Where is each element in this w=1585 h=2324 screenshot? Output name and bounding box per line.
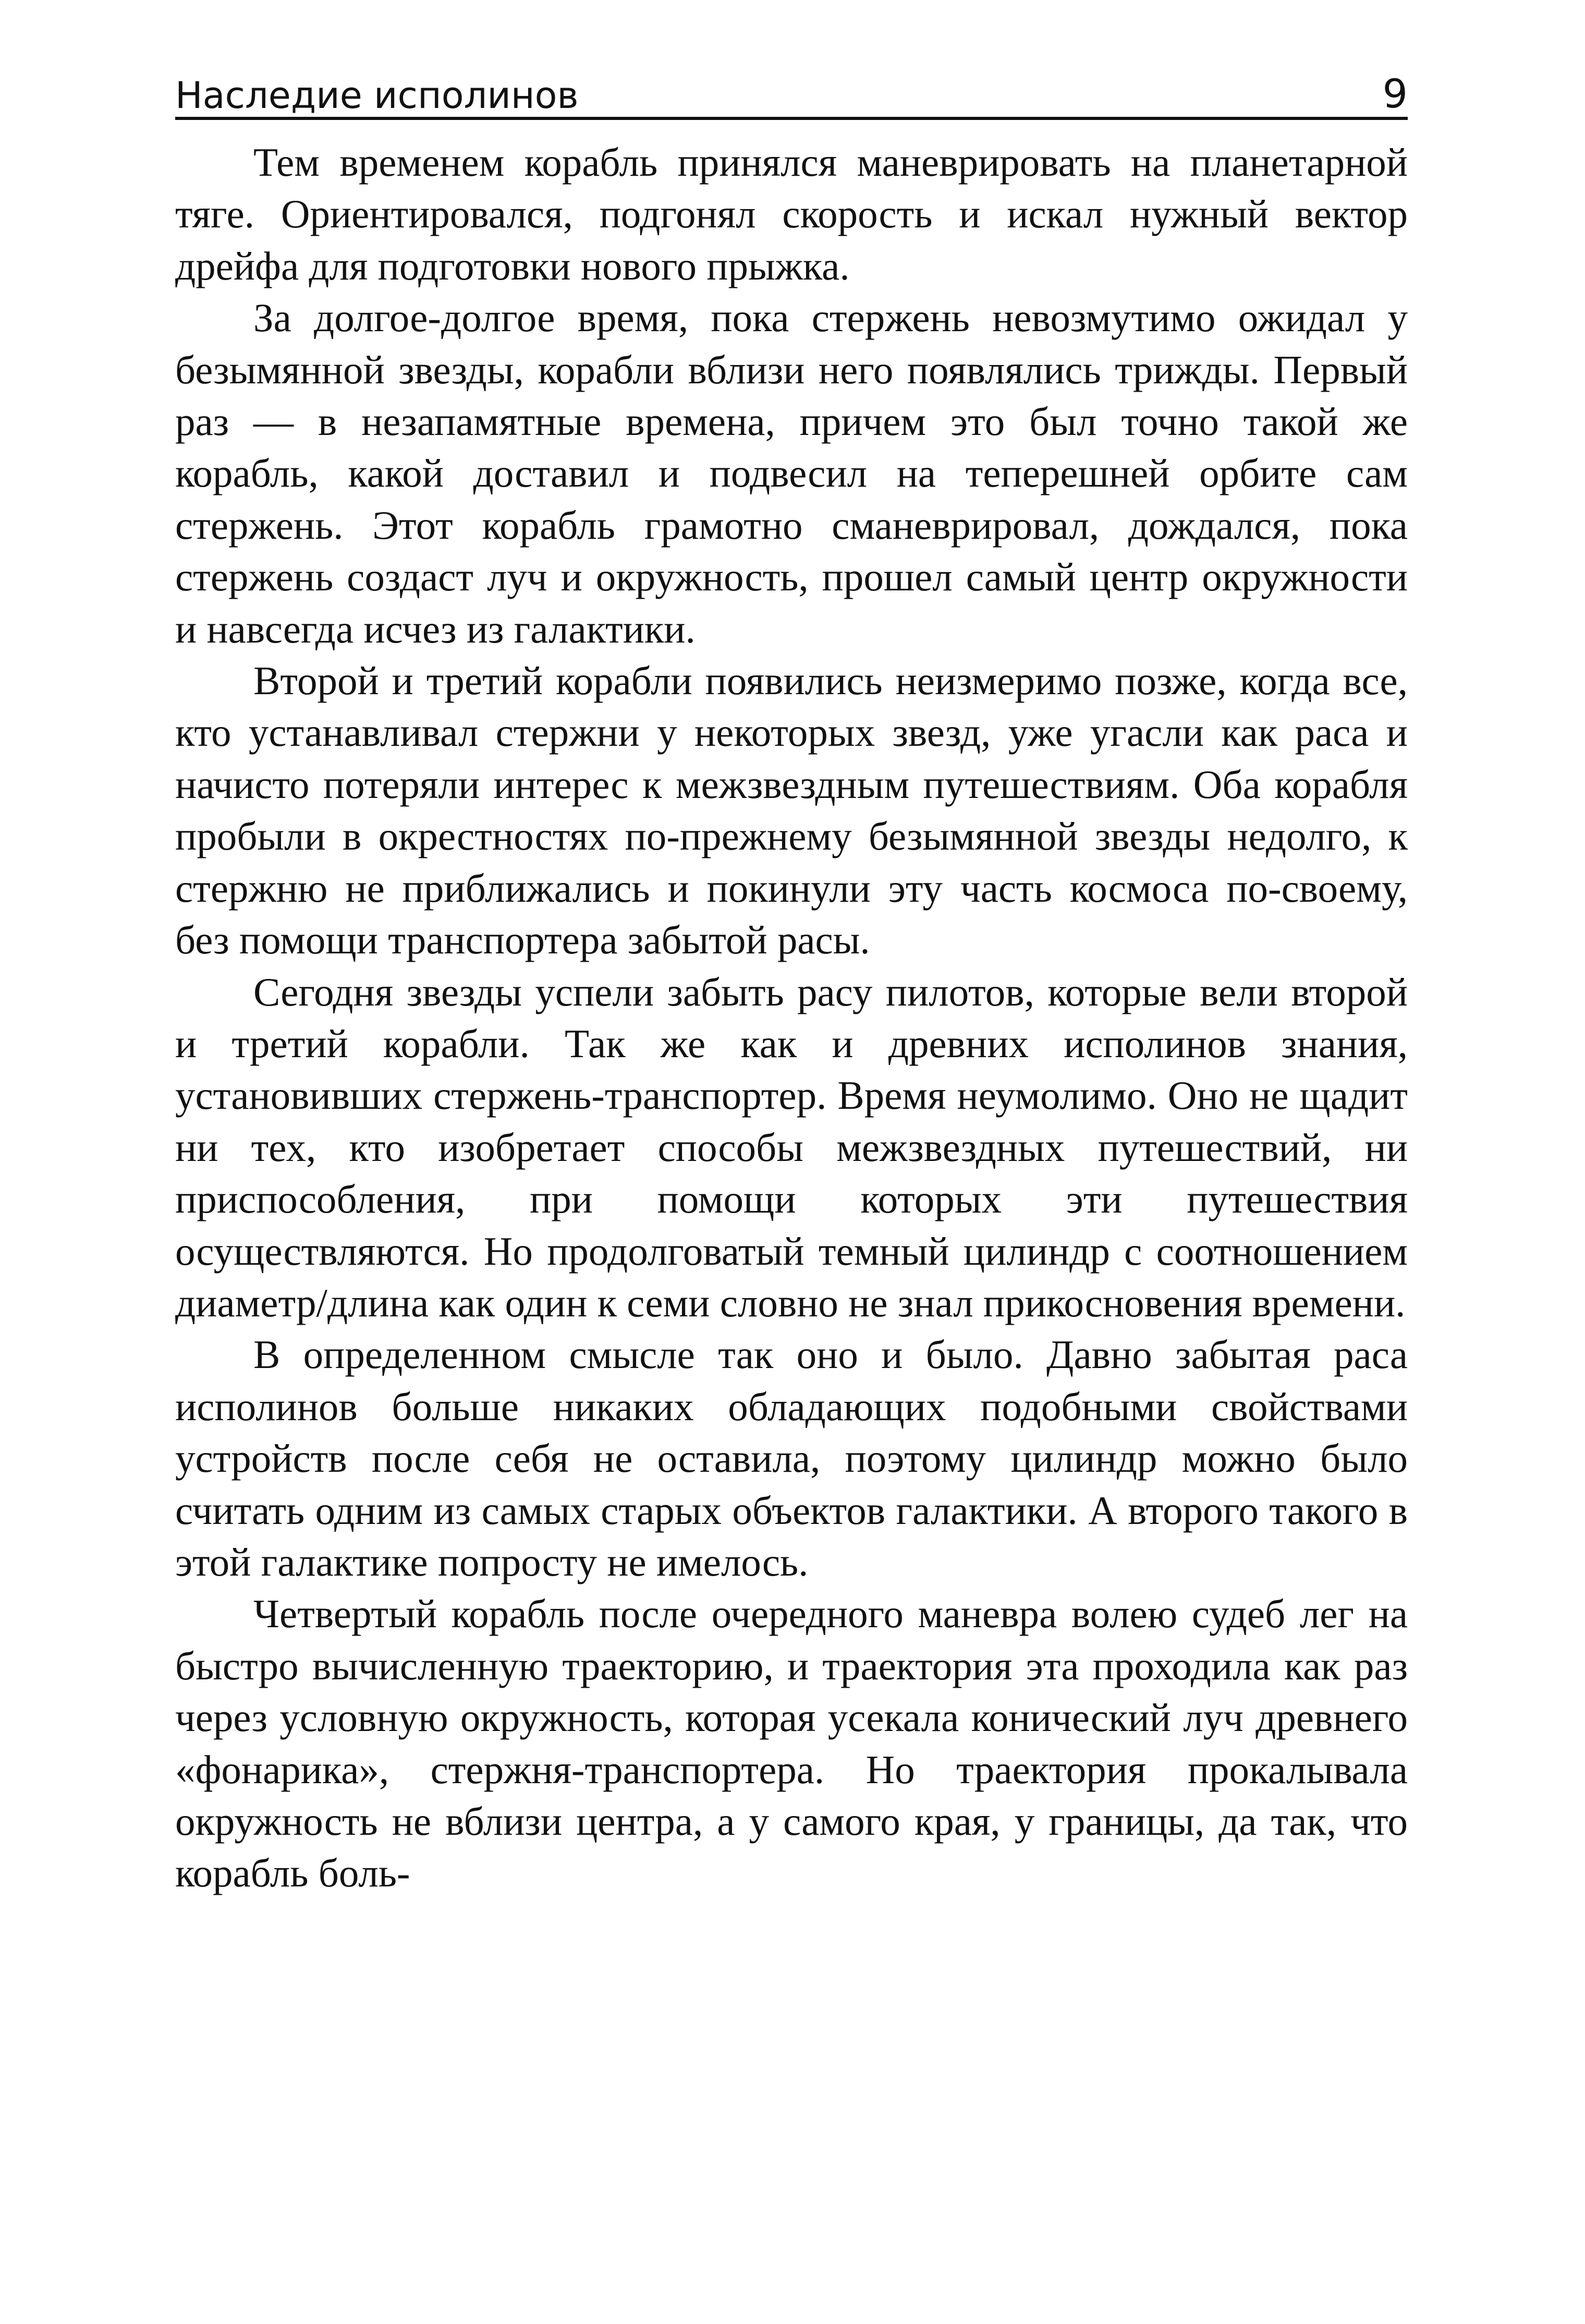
body-text xyxy=(175,137,1408,1899)
paragraph: Сегодня звезды успели забыть расу пилотов, которые вели второй и третий корабли. Так же как и древних исполинов знания, установивших стержень-транспортер. Время неумолимо. Оно не щадит ни тех, кто изобретает способы межзвездных путешествий, ни приспособления, при помощи которых эти путешествия осуществляются. Но продолговатый темный цилиндр с соотношением диаметр/длина как один к семи словно не знал прикосновения времени. xyxy=(175,969,1408,1325)
paragraph: Четвертый корабль после очередного маневра волею судеб лег на быстро вычисленную траекторию, и траектория эта проходила как раз через условную окружность, которая усекала конический луч древнего «фонарика», стержня-транспортера. Но траектория прокалывала окружность не вблизи центра, а у самого края, у границы, да так, что корабль боль- xyxy=(175,1591,1408,1896)
paragraph: За долгое-долгое время, пока стержень невозмутимо ожидал у безымянной звезды, корабли вблизи него появлялись трижды. Первый раз — в незапамятные времена, причем это был точно такой же корабль, какой доставил и подвесил на теперешней орбите сам стержень. Этот корабль грамотно сманеврировал, дождался, пока стержень создаст луч и окружность, прошел самый центр окружности и навсегда исчез из галактики. xyxy=(175,295,1408,651)
book-title: Наследие исполинов xyxy=(175,74,579,117)
paragraph: В определенном смысле так оно и было. Давно забытая раса исполинов больше никаких обладающих подобными свойствами устройств после себя не оставила, поэтому цилиндр можно было считать одним из самых старых объектов галактики. А второго такого в этой галактике попросту не имелось. xyxy=(175,1332,1408,1584)
paragraph: Тем временем корабль принялся маневрировать на планетарной тяге. Ориентировался, подгонял скорость и искал нужный вектор дрейфа для подготовки нового прыжка. xyxy=(175,140,1408,288)
page-number: 9 xyxy=(1382,70,1408,117)
paragraph: Второй и третий корабли появились неизмеримо позже, когда все, кто устанавливал стержни у некоторых звезд, уже угасли как раса и начисто потеряли интерес к межзвездным путешествиям. Оба корабля пробыли в окрестностях по-прежнему безымянной звезды недолго, к стержню не приближались и покинули эту часть космоса по-своему, без помощи транспортера забытой расы. xyxy=(175,658,1408,963)
book-page xyxy=(175,0,1408,2324)
running-head xyxy=(175,58,1408,120)
